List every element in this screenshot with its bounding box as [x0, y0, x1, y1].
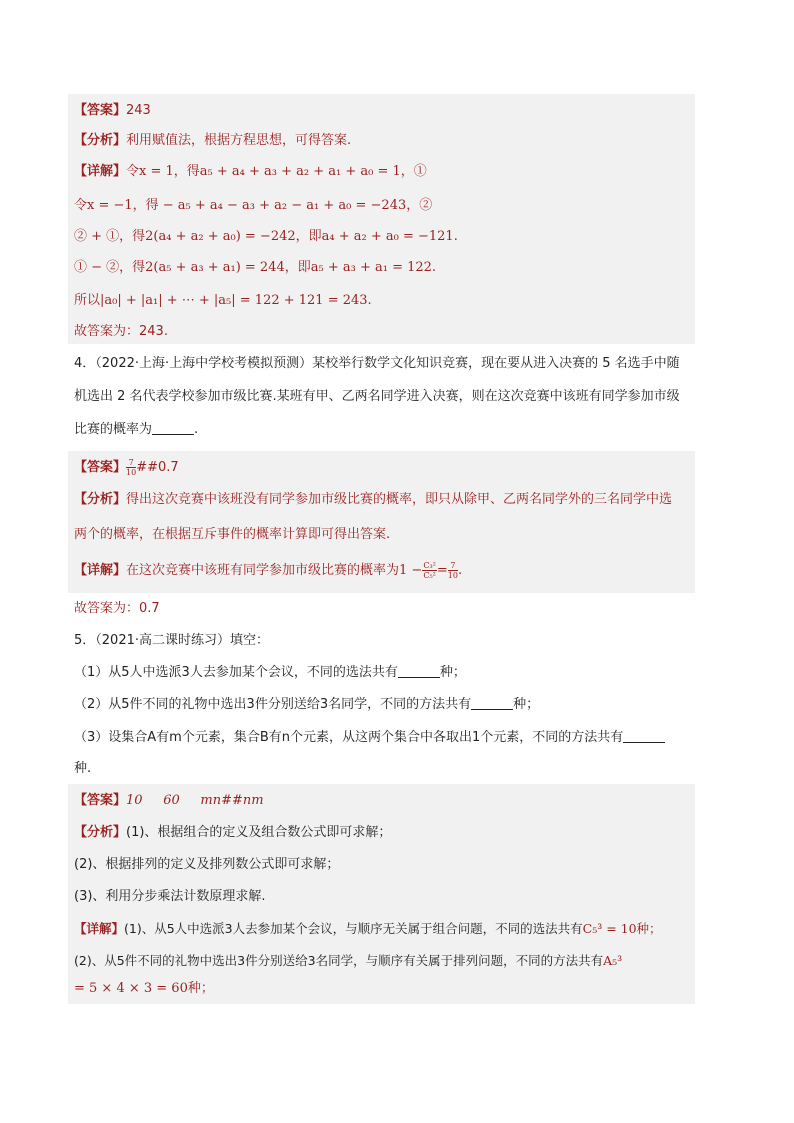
detail-label: 【详解】: [74, 164, 127, 179]
q3-answer-line: [74, 100, 714, 122]
q4-answer-line: 【答案】 $\frac{7}{10}$ ##0.7: [74, 458, 179, 477]
q5-sub3: （3）设集合A有m个元素，集合B有n个元素，从这两个集合中各取出1个元素，不同的方法共有: [74, 727, 714, 749]
q4-detail-fraction-2: $\frac{7}{10}$: [447, 561, 458, 580]
q4-stem-line-2: 机选出 2 名代表学校参加市级比赛.某班有甲、乙两名同学进入决赛，则在这次竞赛中该班有同学参加市级: [74, 389, 680, 404]
q5-analysis-line-1: 【分析】(1)、根据组合的定义及组合数公式即可求解；: [74, 825, 392, 840]
q3-detail-line-4: ① − ②，得2(a₅ + a₃ + a₁) = 244，即a₅ + a₃ + a₁ = 122.: [74, 260, 437, 275]
q5-sub1: （1）从5人中选派3人去参加某个会议，不同的选法共有 种；: [74, 665, 466, 680]
q4-stem-line-1: 4．（2022·上海·上海中学校考模拟预测）某校举行数学文化知识竞赛，现在要从进入决赛的 5 名选手中随: [74, 356, 680, 371]
q3-detail-line-5: 所以|a₀| + |a₁| + ⋯ + |a₅| = 122 + 121 = 243.: [74, 293, 372, 308]
analysis-label: 【分析】: [74, 133, 127, 148]
q3-analysis: 利用赋值法，根据方程思想，可得答案.: [126, 133, 352, 148]
answer-blank: [152, 420, 194, 435]
q5-sub3-end: 种.: [74, 761, 92, 776]
q4-detail-line: 【详解】在这次竞赛中该班有同学参加市级比赛的概率为1 − $\frac{\text{C₃²}}{\text{C₅²}}$ = $\frac{7}{10}$ .: [74, 561, 463, 580]
q3-detail-1: x = 1，得a₅ + a₄ + a₃ + a₂ + a₁ + a₀ = 1，①: [139, 164, 427, 179]
q5-detail-line-1: 【详解】(1)、从5人中选派3人去参加某个会议，与顺序无关属于组合问题，不同的选法共有C₅³ = 10种；: [74, 921, 662, 936]
q5-sub2: （2）从5件不同的礼物中选出3件分别送给3名同学，不同的方法共有 种；: [74, 697, 540, 712]
q5-analysis-line-3: (3)、利用分步乘法计数原理求解.: [74, 889, 266, 904]
q5-detail-line-3: = 5 × 4 × 3 = 60种；: [74, 981, 214, 996]
q5-detail-line-2: (2)、从5件不同的礼物中选出3件分别送给3名同学，与顺序有关属于排列问题，不同的方法共有A₅³: [74, 953, 623, 968]
q5-stem: 5．（2021·高二课时练习）填空：: [74, 633, 269, 648]
q4-stem-line-3: 比赛的概率为 .: [74, 422, 199, 437]
q3-detail-line-1: 【详解】令x = 1，得a₅ + a₄ + a₃ + a₂ + a₁ + a₀ = 1，①: [74, 164, 427, 179]
q4-analysis-line-1: 【分析】得出这次竞赛中该班没有同学参加市级比赛的概率，即只从除甲、乙两名同学外的三名同学中选: [74, 492, 673, 507]
q3-detail-line-2: 令x = −1，得 − a₅ + a₄ − a₃ + a₂ − a₁ + a₀ = −243，②: [74, 198, 433, 213]
q4-conclusion: 故答案为：0.7: [74, 601, 160, 616]
q4-answer-fraction: $\frac{7}{10}$: [126, 458, 137, 477]
q5-answer-line: 【答案】10 60 mn##nm: [74, 793, 264, 808]
answer-label: 【答案】: [74, 103, 127, 118]
q4-detail-fraction-1: $\frac{\text{C₃²}}{\text{C₅²}}$: [423, 561, 436, 580]
q3-analysis-line: [74, 130, 714, 152]
q4-analysis-line-2: 两个的概率，在根据互斥事件的概率计算即可得出答案.: [74, 527, 391, 542]
q3-conclusion: 故答案为：243.: [74, 324, 168, 339]
q3-answer: 243: [126, 103, 151, 118]
q5-analysis-line-2: (2)、根据排列的定义及排列数公式即可求解；: [74, 857, 340, 872]
q3-detail-line-3: ② + ①，得2(a₄ + a₂ + a₀) = −242，即a₄ + a₂ + a₀ = −121.: [74, 229, 458, 244]
